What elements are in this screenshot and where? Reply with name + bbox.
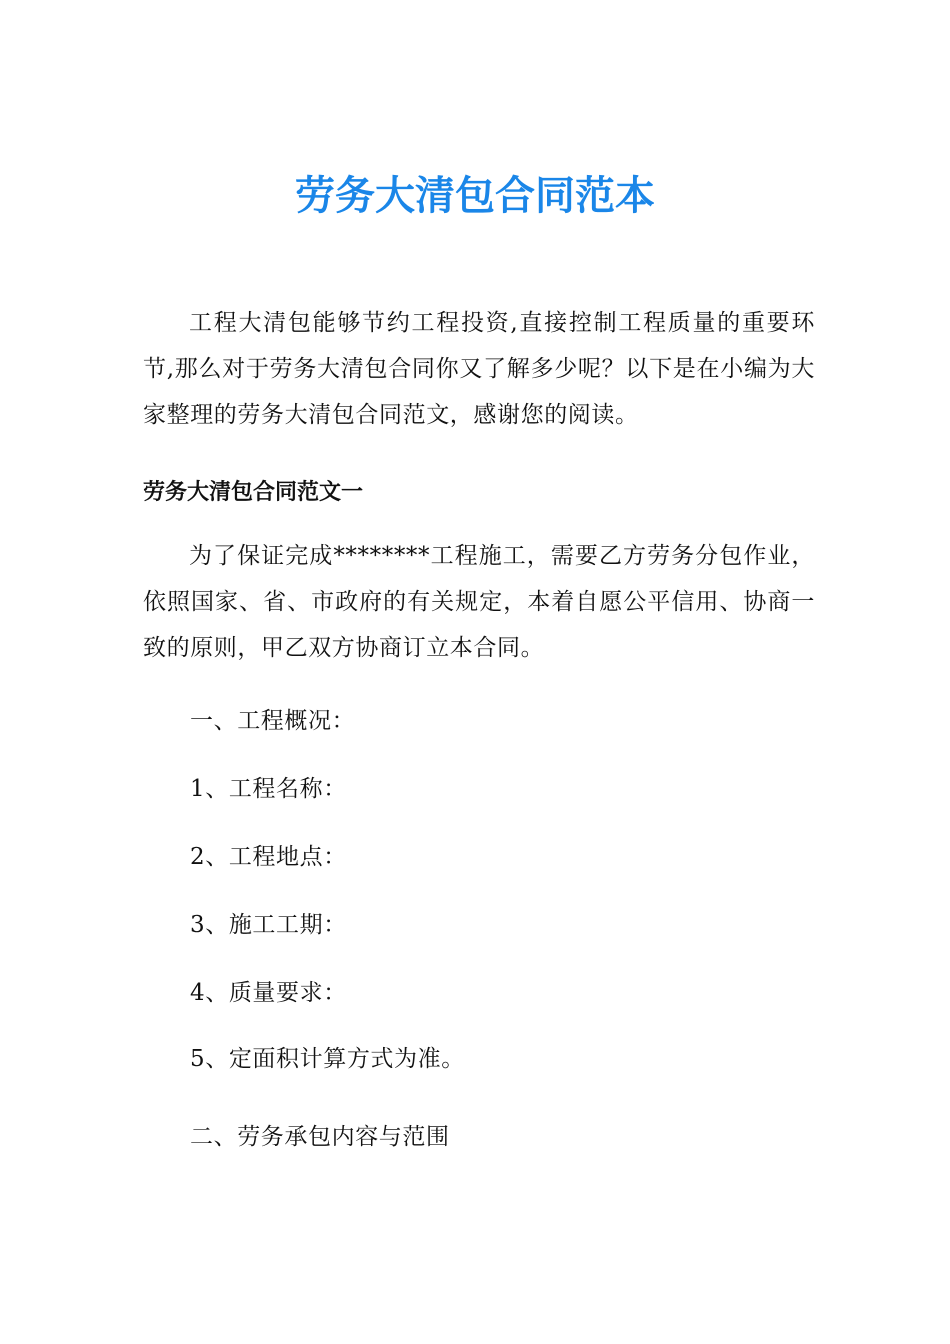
clause-item: 5、定面积计算方式为准。 <box>190 1046 465 1072</box>
document-title: 劳务大清包合同范本 <box>295 173 655 219</box>
section-heading: 劳务大清包合同范文一 <box>143 480 364 505</box>
clause-item: 一、工程概况： <box>190 708 356 734</box>
clause-item: 二、劳务承包内容与范围 <box>190 1124 450 1150</box>
intro-paragraph: 工程大清包能够节约工程投资,直接控制工程质量的重要环节,那么对于劳务大清包合同你又了解多少呢？以下是在小编为大家整理的劳务大清包合同范文，感谢您的阅读。 <box>143 310 815 428</box>
clause-item: 4、质量要求： <box>190 980 347 1006</box>
contract-intro-paragraph: 为了保证完成********工程施工，需要乙方劳务分包作业，依照国家、省、市政府的有关规定，本着自愿公平信用、协商一致的原则，甲乙双方协商订立本合同。 <box>143 543 815 661</box>
clause-item: 2、工程地点： <box>190 844 347 870</box>
clause-item: 1、工程名称： <box>190 776 347 802</box>
clause-item: 3、施工工期： <box>190 912 347 938</box>
